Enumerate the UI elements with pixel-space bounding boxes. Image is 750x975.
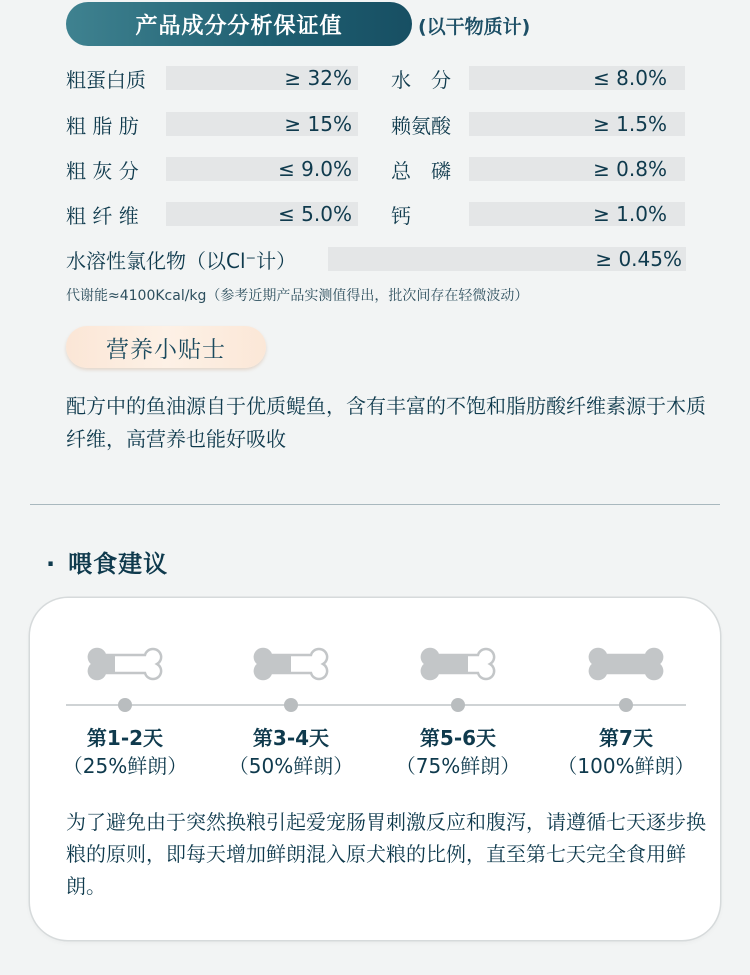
nutrient-value: ≥ 32% [284, 66, 352, 90]
nutrient-value: ≥ 0.8% [593, 157, 667, 181]
stage-day: 第1-2天 [86, 726, 164, 750]
energy-note: 代谢能≈4100Kcal/kg（参考近期产品实测值得出，批次间存在轻微波动） [66, 288, 529, 304]
nutrient-label: 水 分 [391, 67, 451, 92]
bone-icon [416, 644, 500, 686]
nutrient-value: ≥ 15% [284, 112, 352, 136]
page-title: 产品成分分析保证值 [135, 13, 343, 39]
bone-fill [104, 655, 115, 673]
timeline-dot [451, 698, 465, 712]
nutrient-row [66, 200, 358, 228]
nutrient-label: 水溶性氯化物（以Cl⁻计） [66, 248, 297, 273]
nutrient-row [391, 155, 685, 183]
timeline-dot [118, 698, 132, 712]
nutrient-row [391, 64, 685, 92]
nutrient-value: ≥ 1.5% [593, 112, 667, 136]
stage-percent: （75%鲜朗） [395, 754, 521, 778]
stage-day: 第5-6天 [419, 726, 497, 750]
title-subtitle: (以干物质计) [418, 16, 531, 38]
nutrient-label: 粗蛋白质 [66, 67, 146, 92]
nutrient-row-chloride [66, 245, 686, 273]
tips-text: 配方中的鱼油源自于优质鳀鱼，含有丰富的不饱和脂肪酸纤维素源于木质纤维，高营养也能好吸收 [66, 394, 706, 451]
stage-percent: （100%鲜朗） [557, 754, 695, 778]
nutrient-row [66, 110, 358, 138]
feeding-advice: 为了避免由于突然换粮引起爱宠肠胃刺激反应和腹泻，请遵循七天逐步换粮的原则，即每天增加鲜朗混入原犬粮的比例，直至第七天完全食用鲜朗。 [66, 810, 706, 898]
nutrient-label: 粗 灰 分 [66, 158, 139, 183]
nutrient-label: 钙 [391, 203, 411, 228]
nutrient-value: ≤ 5.0% [278, 202, 352, 226]
bone-fill [605, 655, 646, 673]
tips-title: 营养小贴士 [106, 336, 226, 363]
nutrient-row [391, 110, 685, 138]
stage-day: 第3-4天 [252, 726, 330, 750]
nutrient-value: ≥ 0.45% [595, 247, 682, 271]
nutrient-value: ≤ 9.0% [278, 157, 352, 181]
stage-percent: （50%鲜朗） [228, 754, 354, 778]
nutrient-row [391, 200, 685, 228]
section-title-text: 喂食建议 [68, 550, 169, 578]
nutrient-label: 总 磷 [391, 158, 451, 183]
timeline-line [66, 704, 686, 706]
timeline-dot [619, 698, 633, 712]
tips-badge [66, 326, 266, 368]
title-banner [66, 2, 412, 46]
bone-fill [437, 655, 468, 673]
bone-icon [249, 644, 333, 686]
nutrient-row [66, 155, 358, 183]
nutrient-row [66, 64, 358, 92]
section-title [46, 544, 168, 579]
stage-day: 第7天 [599, 726, 653, 750]
nutrient-value: ≥ 1.0% [593, 202, 667, 226]
bone-icon [83, 644, 167, 686]
timeline-dot [284, 698, 298, 712]
bone-fill [270, 655, 291, 673]
stage-percent: （25%鲜朗） [62, 754, 188, 778]
divider [30, 504, 720, 505]
nutrient-label: 粗 纤 维 [66, 203, 139, 228]
nutrient-value: ≤ 8.0% [593, 66, 667, 90]
bone-icon [584, 644, 668, 686]
nutrient-label: 粗 脂 肪 [66, 113, 139, 138]
bullet-dot: · [46, 550, 57, 578]
nutrient-label: 赖氨酸 [391, 113, 451, 138]
